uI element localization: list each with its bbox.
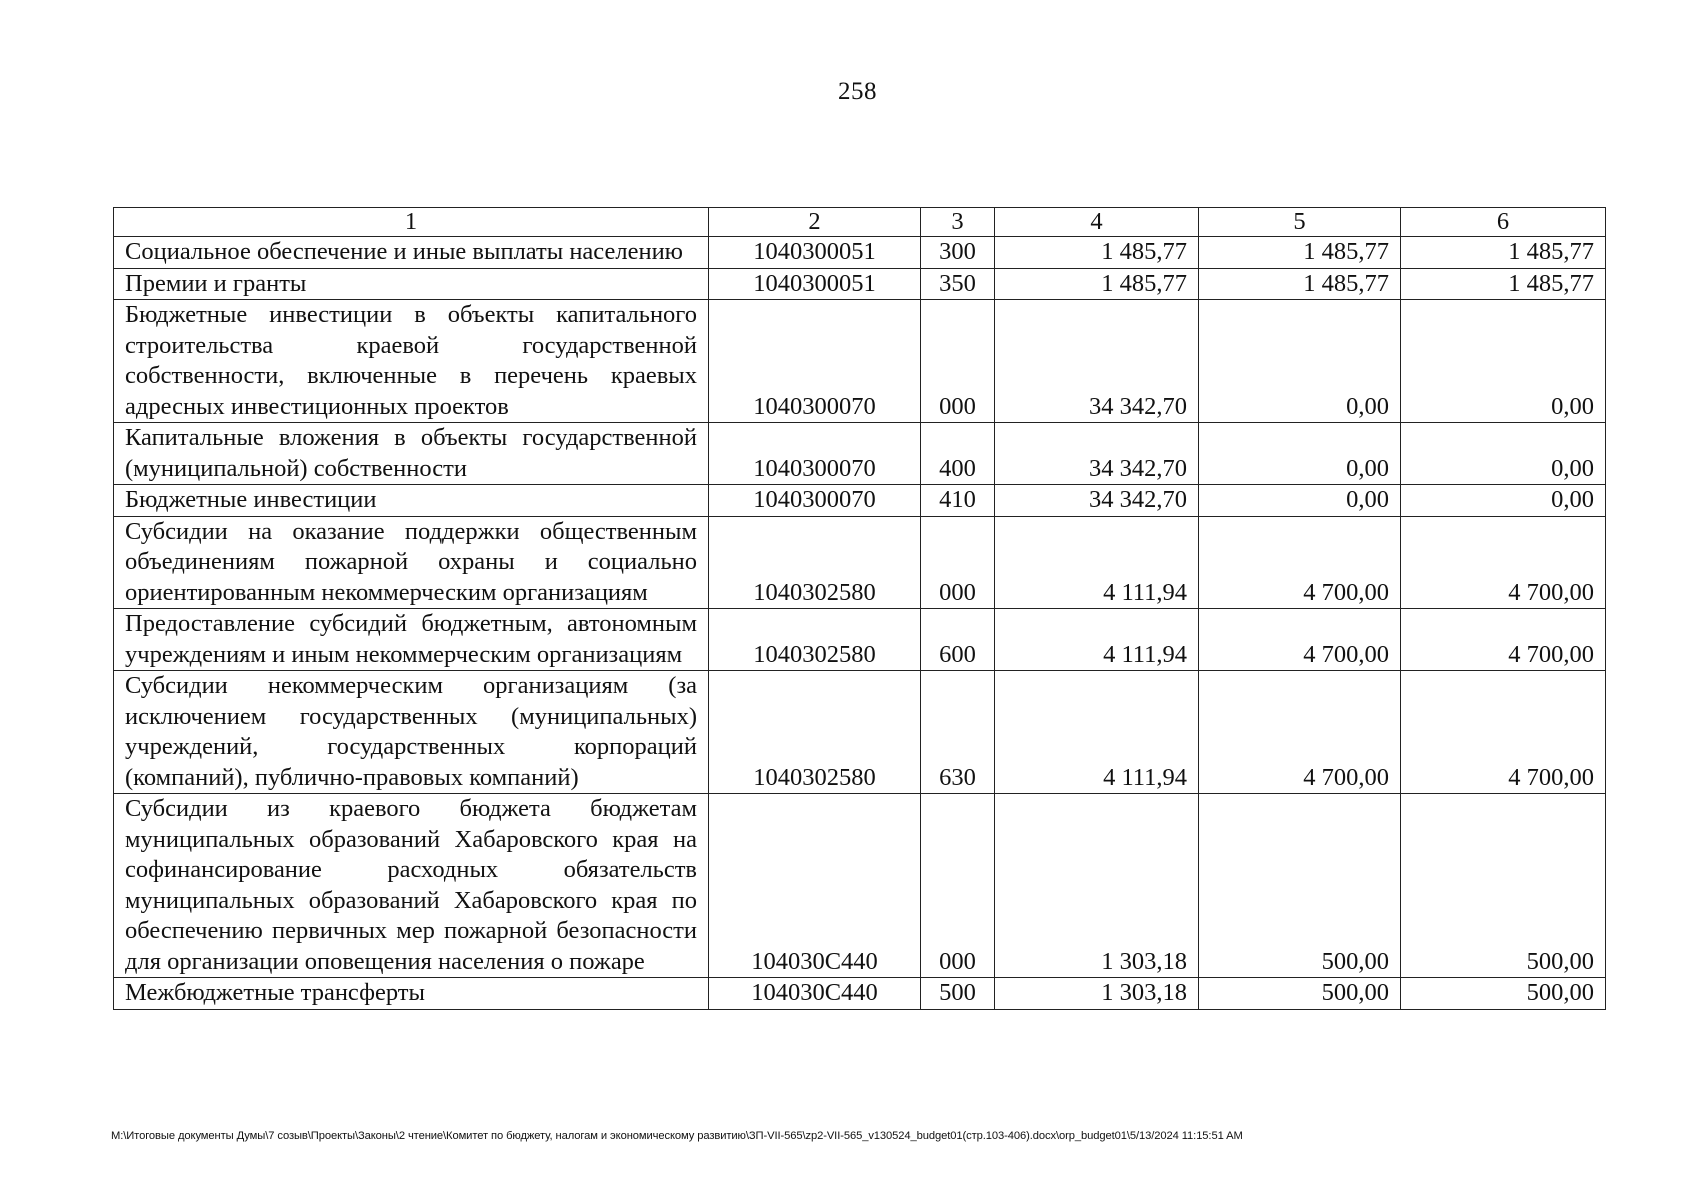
- row-expense-type: 000: [921, 300, 995, 423]
- row-target-code: 1040300070: [709, 423, 921, 485]
- row-value-col6: 1 485,77: [1401, 268, 1606, 300]
- row-target-code: 1040300070: [709, 300, 921, 423]
- column-header-2: 2: [709, 208, 921, 237]
- file-path-footer: M:\Итоговые документы Думы\7 созыв\Проекты\Законы\2 чтение\Комитет по бюджету, налогам и экономическому развитию\ЗП-VII-565\zp2-VII-565_v130524_budget01(стр.103-406).docx\orp_budget01\5/13/2024 11:15:51 AM: [111, 1130, 1243, 1142]
- row-name: Бюджетные инвестиции: [114, 485, 709, 517]
- table-row: [114, 237, 1606, 269]
- row-expense-type: 600: [921, 609, 995, 671]
- row-value-col4: 1 303,18: [995, 978, 1199, 1010]
- row-value-col6: 4 700,00: [1401, 516, 1606, 609]
- row-value-col4: 4 111,94: [995, 609, 1199, 671]
- table-row: [114, 268, 1606, 300]
- row-name: Субсидии некоммерческим организациям (за исключением государственных (муниципальных) учреждений, государственных корпораций (компаний), публично-правовых компаний): [114, 671, 709, 794]
- row-value-col5: 4 700,00: [1199, 671, 1401, 794]
- row-target-code: 104030С440: [709, 794, 921, 978]
- row-target-code: 1040300051: [709, 268, 921, 300]
- row-name: Межбюджетные трансферты: [114, 978, 709, 1010]
- row-name: Субсидии из краевого бюджета бюджетам муниципальных образований Хабаровского края на софинансирование расходных обязательств муниципальных образований Хабаровского края по обеспечению первичных мер пожарной безопасности для организации оповещения населения о пожаре: [114, 794, 709, 978]
- row-value-col5: 1 485,77: [1199, 237, 1401, 269]
- row-value-col4: 1 485,77: [995, 237, 1199, 269]
- row-target-code: 1040300070: [709, 485, 921, 517]
- row-value-col5: 500,00: [1199, 978, 1401, 1010]
- row-value-col4: 4 111,94: [995, 516, 1199, 609]
- row-target-code: 1040300051: [709, 237, 921, 269]
- row-value-col6: 0,00: [1401, 485, 1606, 517]
- row-value-col6: 4 700,00: [1401, 609, 1606, 671]
- column-header-1: 1: [114, 208, 709, 237]
- row-value-col6: 1 485,77: [1401, 237, 1606, 269]
- column-header-5: 5: [1199, 208, 1401, 237]
- row-value-col5: 0,00: [1199, 300, 1401, 423]
- row-value-col4: 34 342,70: [995, 485, 1199, 517]
- row-name: Субсидии на оказание поддержки общественным объединениям пожарной охраны и социально ориентированным некоммерческим организациям: [114, 516, 709, 609]
- table-row: [114, 609, 1606, 671]
- table-row: [114, 978, 1606, 1010]
- row-target-code: 1040302580: [709, 516, 921, 609]
- row-value-col4: 34 342,70: [995, 300, 1199, 423]
- row-value-col6: 0,00: [1401, 300, 1606, 423]
- table-row: [114, 485, 1606, 517]
- column-header-4: 4: [995, 208, 1199, 237]
- row-name: Предоставление субсидий бюджетным, автономным учреждениям и иным некоммерческим организациям: [114, 609, 709, 671]
- row-value-col5: 4 700,00: [1199, 516, 1401, 609]
- row-value-col4: 1 485,77: [995, 268, 1199, 300]
- row-value-col5: 4 700,00: [1199, 609, 1401, 671]
- table-row: [114, 671, 1606, 794]
- row-name: Капитальные вложения в объекты государственной (муниципальной) собственности: [114, 423, 709, 485]
- row-value-col5: 0,00: [1199, 485, 1401, 517]
- row-value-col6: 500,00: [1401, 794, 1606, 978]
- row-name: Социальное обеспечение и иные выплаты населению: [114, 237, 709, 269]
- row-value-col6: 4 700,00: [1401, 671, 1606, 794]
- column-header-6: 6: [1401, 208, 1606, 237]
- table-row: [114, 300, 1606, 423]
- table-header-row: [114, 208, 1606, 237]
- row-expense-type: 630: [921, 671, 995, 794]
- row-expense-type: 410: [921, 485, 995, 517]
- table-row: [114, 516, 1606, 609]
- row-value-col5: 0,00: [1199, 423, 1401, 485]
- row-value-col5: 1 485,77: [1199, 268, 1401, 300]
- row-value-col6: 0,00: [1401, 423, 1606, 485]
- row-target-code: 1040302580: [709, 671, 921, 794]
- row-value-col5: 500,00: [1199, 794, 1401, 978]
- table-row: [114, 794, 1606, 978]
- row-expense-type: 500: [921, 978, 995, 1010]
- row-expense-type: 000: [921, 516, 995, 609]
- row-expense-type: 300: [921, 237, 995, 269]
- row-name: Бюджетные инвестиции в объекты капитального строительства краевой государственной собственности, включенные в перечень краевых адресных инвестиционных проектов: [114, 300, 709, 423]
- row-expense-type: 400: [921, 423, 995, 485]
- row-value-col4: 34 342,70: [995, 423, 1199, 485]
- row-value-col4: 4 111,94: [995, 671, 1199, 794]
- column-header-3: 3: [921, 208, 995, 237]
- row-value-col6: 500,00: [1401, 978, 1606, 1010]
- budget-table: [113, 207, 1606, 1010]
- row-target-code: 1040302580: [709, 609, 921, 671]
- row-expense-type: 000: [921, 794, 995, 978]
- row-expense-type: 350: [921, 268, 995, 300]
- page-number: 258: [838, 78, 877, 105]
- row-value-col4: 1 303,18: [995, 794, 1199, 978]
- table-row: [114, 423, 1606, 485]
- row-target-code: 104030С440: [709, 978, 921, 1010]
- row-name: Премии и гранты: [114, 268, 709, 300]
